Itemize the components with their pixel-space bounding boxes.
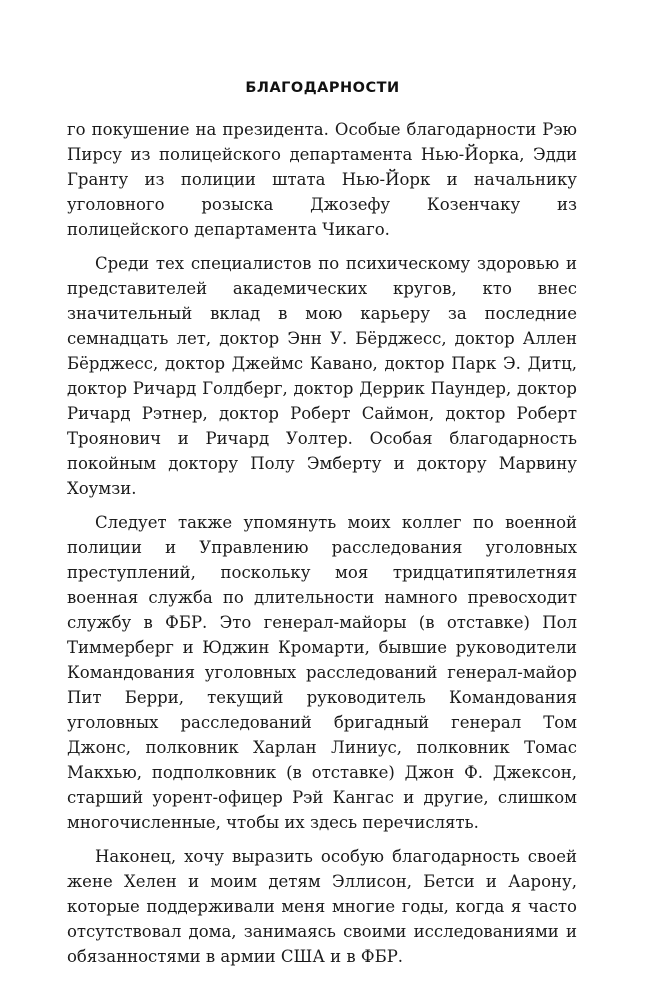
paragraph-military-colleagues: Следует также упомянуть моих коллег по военной полиции и Управлению расследования уголовных преступлений, поскольку моя тридцатипятилетняя военная служба по длительности намного превосходит службу в ФБР. Это генерал-майоры (в отставке) Пол Тиммерберг и Юджин Кромарти, бывшие руководители Командования уголовных расследований генерал-майор Пит Берри, текущий руководитель Командования уголовных расследований бригадный генерал Том Джонс, полковник Харлан Линиус, полковник Томас Макхью, подполковник (в отставке) Джон Ф. Джексон, старший уорент-офицер Рэй Кангас и другие, слишком многочисленные, чтобы их здесь перечислять.: [67, 513, 577, 832]
paragraph-continued: го покушение на президента. Особые благодарности Рэю Пирсу из полицейского департамента Нью-Йорка, Эдди Гранту из полиции штата Нью-Йорк и начальнику уголовного розыска Джозефу Козенчаку из полицейского департамента Чикаго.: [67, 120, 577, 239]
paragraph-family: Наконец, хочу выразить особую благодарность своей жене Хелен и моим детям Эллисон, Бетси и Аарону, которые поддерживали меня многие годы, когда я часто отсутствовал дома, занимаясь своими исследованиями и обязанностями в армии США и в ФБР.: [67, 847, 577, 966]
body-text: [67, 117, 577, 978]
paragraph-mental-health-specialists: Среди тех специалистов по психическому здоровью и представителей академических кругов, кто внес значительный вклад в мою карьеру за последние семнадцать лет, доктор Энн У. Бёрджесс, доктор Аллен Бёрджесс, доктор Джеймс Кавано, доктор Парк Э. Дитц, доктор Ричард Голдберг, доктор Деррик Паундер, доктор Ричард Рэтнер, доктор Роберт Саймон, доктор Роберт Троянович и Ричард Уолтер. Особая благодарность покойным доктору Полу Эмберту и доктору Марвину Хоумзи.: [67, 254, 577, 498]
running-header: БЛАГОДАРНОСТИ: [245, 80, 400, 96]
